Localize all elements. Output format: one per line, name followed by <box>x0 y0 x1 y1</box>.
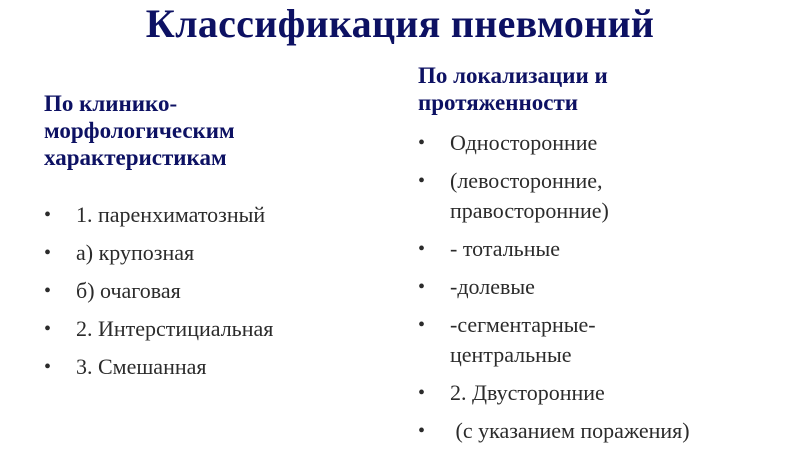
bullet-icon: • <box>418 420 426 442</box>
list-item <box>418 128 788 158</box>
left-heading-line: По клинико- <box>44 91 178 116</box>
bullet-icon: • <box>418 132 426 154</box>
bullet-icon: • <box>44 356 52 378</box>
list-item <box>418 310 788 370</box>
list-item <box>418 378 788 408</box>
bullet-icon: • <box>418 238 426 260</box>
list-item-text: - тотальные <box>450 236 561 261</box>
bullet-icon: • <box>44 204 52 226</box>
bullet-icon: • <box>418 276 426 298</box>
bullet-icon: • <box>44 280 52 302</box>
bullet-icon: • <box>418 382 426 404</box>
left-heading-line: характеристикам <box>44 145 227 170</box>
list-item <box>44 276 374 314</box>
list-item <box>44 314 374 352</box>
right-heading-line: протяженности <box>418 90 579 115</box>
list-item-text: 1. паренхиматозный <box>76 202 266 227</box>
list-item-text: 3. Смешанная <box>76 354 207 379</box>
list-item-text: центральные <box>450 342 572 367</box>
bullet-icon: • <box>44 242 52 264</box>
list-item <box>418 234 788 264</box>
list-item <box>418 166 788 226</box>
list-item-text: (с указанием поражения) <box>450 418 690 443</box>
list-item <box>44 352 374 390</box>
bullet-icon: • <box>418 314 426 336</box>
list-item-text: -сегментарные- <box>450 312 596 337</box>
right-column-heading <box>418 62 738 116</box>
list-item-text: б) очаговая <box>76 278 181 303</box>
right-heading-line: По локализации и <box>418 63 608 88</box>
left-bullet-list <box>44 200 374 390</box>
list-item-text: правосторонние) <box>450 198 609 223</box>
slide-title: Классификация пневмоний <box>145 1 655 46</box>
list-item <box>418 416 788 446</box>
left-heading-line: морфологическим <box>44 118 235 143</box>
list-item <box>44 238 374 276</box>
list-item-text: 2. Двусторонние <box>450 380 605 405</box>
right-bullet-list <box>418 128 788 454</box>
list-item <box>418 272 788 302</box>
bullet-icon: • <box>44 318 52 340</box>
list-item <box>44 200 374 238</box>
bullet-icon: • <box>418 170 426 192</box>
list-item-text: -долевые <box>450 274 535 299</box>
list-item-text: Односторонние <box>450 130 598 155</box>
list-item-text: 2. Интерстициальная <box>76 316 274 341</box>
list-item-text: (левосторонние, <box>450 168 603 193</box>
list-item-text: а) крупозная <box>76 240 195 265</box>
left-column-heading <box>44 90 364 171</box>
